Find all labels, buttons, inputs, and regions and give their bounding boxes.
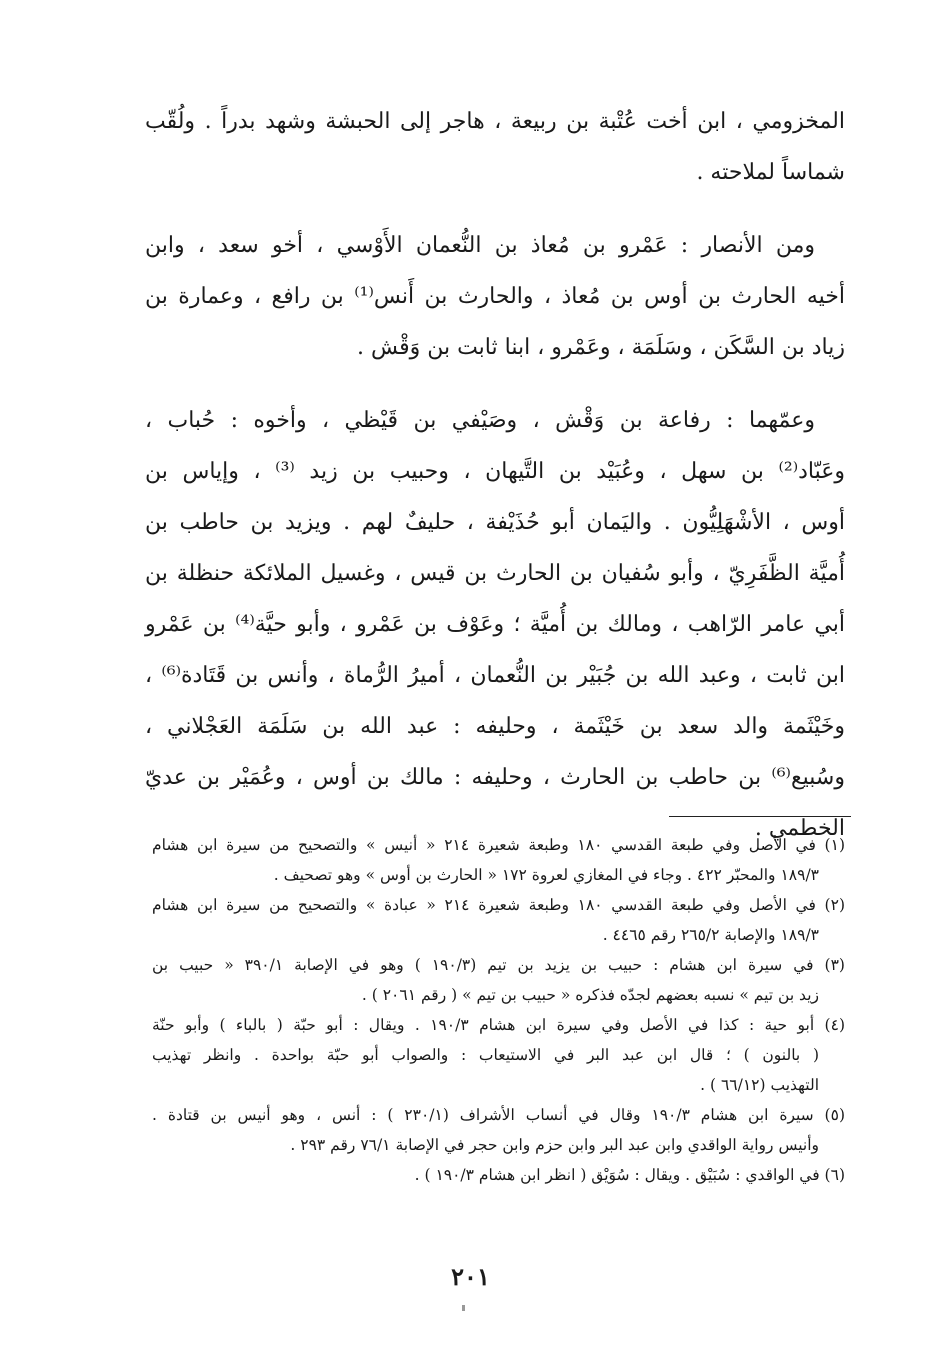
- print-mark: [462, 1305, 465, 1311]
- text-line: ومن الأنصار : عَمْرو بن مُعاذ بن النُّعمان الأَوْسي ، أخو سعد ، وابن: [145, 233, 815, 258]
- main-text: [145, 96, 845, 876]
- text-line: أخيه الحارث بن أوس بن مُعاذ ، والحارث بن أَنس⁽¹⁾ بن رافع ، وعمارة بن: [145, 284, 845, 309]
- footnote: [152, 1160, 845, 1190]
- page-number: ٢٠١: [451, 1262, 490, 1291]
- footnote-line: زيد بن تيم » نسبه بعضهم لجدّه فذكره « حبيب بن تيم » ( رقم ٢٠٦١ ) .: [361, 986, 819, 1004]
- text-line: زياد بن السَّكَن ، وسَلَمَة ، وعَمْرو ، ابنا ثابت بن وَقْش .: [357, 335, 845, 360]
- footnote-line: التهذيب (٦٦/١٢ ) .: [700, 1076, 819, 1094]
- footnote-line: وأنيس رواية الواقدي وابن عبد البر وابن حزم وابن حجر في الإصابة ٧٦/١ رقم ٢٩٣ .: [290, 1136, 819, 1154]
- footnote-line: ( بالنون ) ؛ قال ابن عبد البر في الاستيعاب : والصواب أبو حبّة بواحدة . وانظر تهذيب: [152, 1046, 819, 1064]
- text-line: شماساً لملاحته .: [696, 160, 845, 185]
- text-line: وسُبيع⁽⁶⁾ بن حاطب بن الحارث ، وحليفه : مالك بن أوس ، وعُمَيْر بن عديّ: [145, 765, 845, 790]
- footnote: [152, 890, 845, 950]
- footnote-line: ١٨٩/٣ والإصابة ٢٦٥/٢ رقم ٤٤٦٥ .: [602, 926, 819, 944]
- text-line: وعمّهما : رفاعة بن وَقْش ، وصَيْفي بن قَيْظي ، وأخوه : حُباب ،: [145, 408, 815, 433]
- text-line: أبي عامر الرّاهب ، ومالك بن أُميَّة ؛ وعَوْف بن عَمْرو ، وأبو حيَّة⁽⁴⁾ بن عَمْرو: [145, 612, 845, 637]
- footnote-line: (٣) في سيرة ابن هشام : حبيب بن يزيد بن تيم (١٩٠/٣ ) وهو في الإصابة ٣٩٠/١ « حبيب بن: [152, 956, 845, 974]
- text-line: المخزومي ، ابن أخت عُتْبة بن ربيعة ، هاجر إلى الحبشة وشهد بدراً . ولُقّب: [145, 109, 845, 134]
- footnote-line: (١) في الأصل وفي طبعة القدسي ١٨٠ وطبعة شعيرة ٢١٤ « أنيس » والتصحيح من سيرة ابن هشام: [152, 836, 845, 854]
- footnote: [152, 1010, 845, 1100]
- footnote-line: (٦) في الواقدي : سُبَيْق . ويقال : سُوَيْق ( انظر ابن هشام ١٩٠/٣ ) .: [414, 1166, 845, 1184]
- text-line: الخطمي .: [754, 816, 845, 841]
- footnote-line: ١٨٩/٣ والمحبّر ٤٢٢ . وجاء في المغازي لعروة ١٧٢ « الحارث بن أوس » وهو تصحيف .: [273, 866, 819, 884]
- text-line: أوس ، الأشْهَلِيُّون . واليَمان أبو حُذَيْفة ، حليفٌ لهم . ويزيد بن حاطب بن: [145, 510, 845, 535]
- footnote-line: (٢) في الأصل وفي طبعة القدسي ١٨٠ وطبعة شعيرة ٢١٤ « عبادة » والتصحيح من سيرة ابن هشام: [152, 896, 845, 914]
- footnote: [152, 950, 845, 1010]
- footnote: [152, 830, 845, 890]
- text-line: أُميَّة الظَّفَرِيّ ، وأبو سُفيان بن الحارث بن قيس ، وغسيل الملائكة حنظلة بن: [145, 561, 845, 586]
- text-line: وخَيْثَمة والد سعد بن خَيْثَمة ، وحليفه : عبد الله بن سَلَمَة العَجْلاني ،: [145, 714, 845, 739]
- footnote: [152, 1100, 845, 1160]
- footnote-line: (٤) أبو حية : كذا في الأصل وفي سيرة ابن هشام ١٩٠/٣ . ويقال : أبو حبّة ( بالباء ) وأبو حنّة: [152, 1016, 845, 1034]
- footnote-line: (٥) سيرة ابن هشام ١٩٠/٣ وقال في أنساب الأشراف (٢٣٠/١ ) : أنس ، وهو أنيس بن قتادة .: [152, 1106, 845, 1124]
- footnotes: [152, 830, 845, 1190]
- text-line: ابن ثابت ، وعبد الله بن جُبَيْر بن النُّعمان ، أميرُ الرُّماة ، وأنس بن قَتَادة⁽⁶⁾ ،: [145, 663, 845, 688]
- paragraph: [145, 96, 845, 198]
- text-line: وعَبّاد⁽²⁾ بن سهل ، وعُبَيْد بن التَّيهان ، وحبيب بن زيد ⁽³⁾ ، وإياس بن: [145, 459, 845, 484]
- paragraph: [145, 395, 845, 854]
- footnote-divider: [669, 816, 851, 817]
- paragraph: [145, 220, 845, 373]
